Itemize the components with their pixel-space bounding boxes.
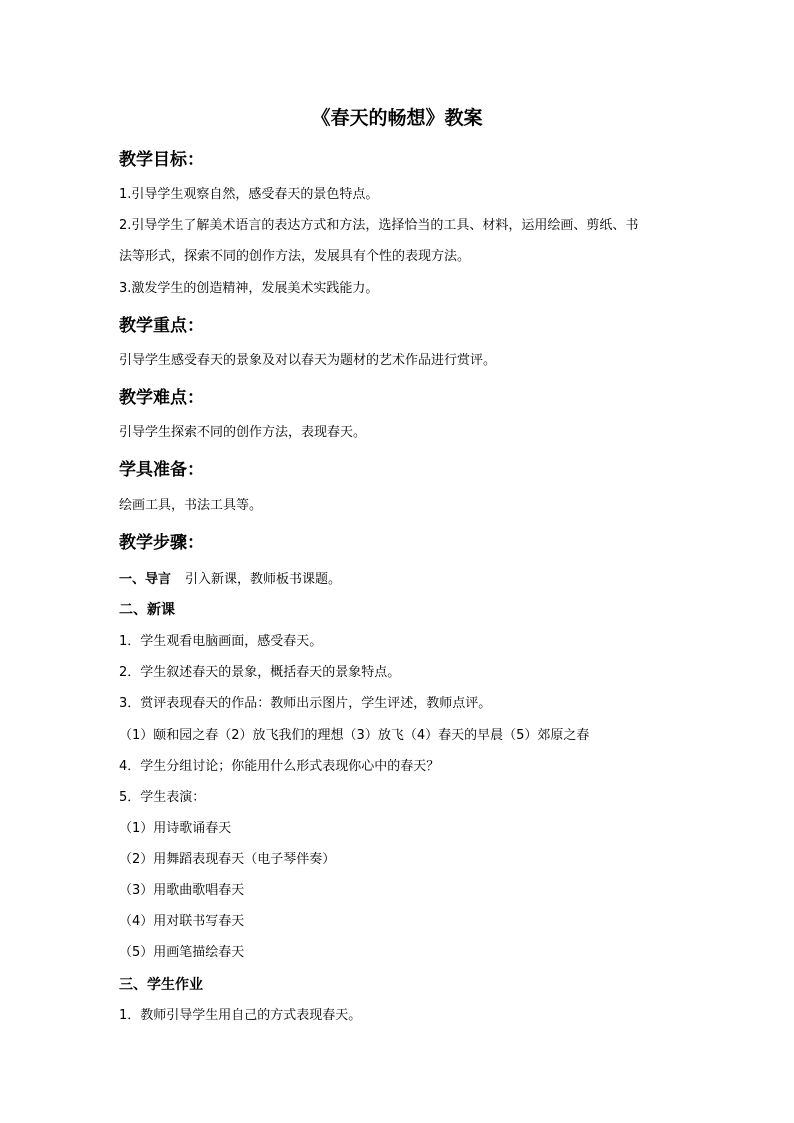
objective-item: 3.激发学生的创造精神，发展美术实践能力。 bbox=[119, 281, 379, 296]
new-lesson-item: 3．赏评表现春天的作品：教师出示图片，学生评述，教师点评。 bbox=[119, 696, 492, 711]
key-points-heading: 教学重点： bbox=[119, 316, 204, 336]
materials-text: 绘画工具，书法工具等。 bbox=[119, 498, 263, 513]
homework-item: 1．教师引导学生用自己的方式表现春天。 bbox=[119, 1008, 362, 1023]
objective-item-continued: 法等形式，探索不同的创作方法，发展具有个性的表现方法。 bbox=[119, 249, 471, 264]
steps-heading: 教学步骤： bbox=[119, 533, 204, 553]
new-lesson-item: （1）用诗歌诵春天 bbox=[119, 821, 232, 836]
new-lesson-item: 5．学生表演： bbox=[119, 790, 206, 805]
objective-item: 1.引导学生观察自然，感受春天的景色特点。 bbox=[119, 187, 379, 202]
difficulties-heading: 教学难点： bbox=[119, 388, 204, 408]
key-points-text: 引导学生感受春天的景象及对以春天为题材的艺术作品进行赏评。 bbox=[119, 353, 497, 368]
new-lesson-item: （4）用对联书写春天 bbox=[119, 914, 245, 929]
new-lesson-item: （5）用画笔描绘春天 bbox=[119, 945, 245, 960]
intro-label: 一、导言 bbox=[119, 572, 172, 587]
intro-text: 引入新课，教师板书课题。 bbox=[185, 572, 342, 587]
materials-heading: 学具准备： bbox=[119, 460, 204, 480]
new-lesson-item: （1）颐和园之春（2）放飞我们的理想（3）放飞（4）春天的早晨（5）郊原之春 bbox=[119, 728, 590, 743]
objective-item: 2.引导学生了解美术语言的表达方式和方法，选择恰当的工具、材料，运用绘画、剪纸、书 bbox=[119, 218, 639, 233]
new-lesson-item: 4．学生分组讨论；你能用什么形式表现你心中的春天？ bbox=[119, 759, 440, 774]
new-lesson-item: 1．学生观看电脑画面，感受春天。 bbox=[119, 634, 323, 649]
new-lesson-item: 2．学生叙述春天的景象，概括春天的景象特点。 bbox=[119, 665, 401, 680]
new-lesson-label: 二、新课 bbox=[119, 602, 175, 618]
new-lesson-item: （2）用舞蹈表现春天（电子琴伴奏） bbox=[119, 852, 336, 867]
document-title: 《春天的畅想》教案 bbox=[311, 107, 483, 129]
homework-label: 三、学生作业 bbox=[119, 977, 203, 993]
intro-line bbox=[119, 570, 341, 590]
objectives-heading: 教学目标： bbox=[119, 150, 204, 170]
difficulties-text: 引导学生探索不同的创作方法，表现春天。 bbox=[119, 425, 367, 440]
new-lesson-item: （3）用歌曲歌唱春天 bbox=[119, 883, 245, 898]
